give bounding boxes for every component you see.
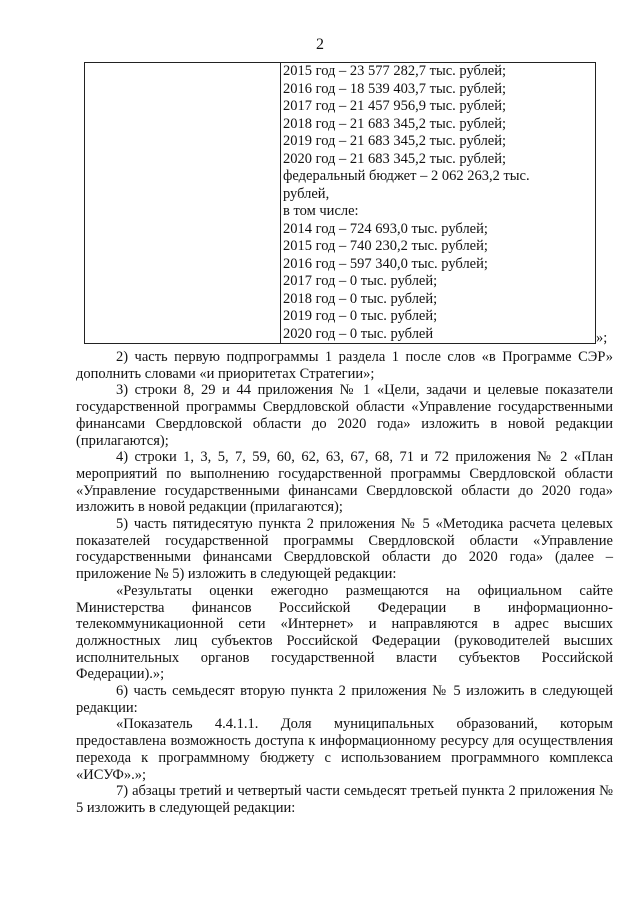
paragraph-item-5: 5) часть пятидесятую пункта 2 приложения № 5 «Методика расчета целевых показателей государственной программы Свердловской области «Управление государственными финансами Свердловской области до 2020 года» (далее – приложение № 5) изложить в следующей редакции: <box>76 516 613 583</box>
financing-line: 2014 год – 724 693,0 тыс. рублей; <box>283 220 488 237</box>
financing-line: 2017 год – 21 457 956,9 тыс. рублей; <box>283 98 507 114</box>
paragraph-item-3: 3) строки 8, 29 и 44 приложения № 1 «Цели, задачи и целевые показатели государственной программы Свердловской области «Управление государственными финансами Свердловской области до 2020 года» изложить в новой редакции (прилагаются); <box>76 382 613 449</box>
paragraph-item-7: 7) абзацы третий и четвертый части семьдесят третьей пункта 2 приложения № 5 изложить в следующей редакции: <box>76 783 613 816</box>
page-number: 2 <box>316 36 324 53</box>
quoted-text: «Показатель 4.4.1.1. Доля муниципальных образований, которым предоставлена возможность доступа к информационному ресурсу для осуществления перехода к программному бюджету с использованием программного комплекса «ИСУФ».»; <box>76 716 613 783</box>
financing-line: 2020 год – 21 683 345,2 тыс. рублей; <box>283 150 507 167</box>
financing-line: 2018 год – 21 683 345,2 тыс. рублей; <box>283 115 507 132</box>
document-body <box>76 349 613 817</box>
financing-table <box>84 62 596 344</box>
quoted-text: «Результаты оценки ежегодно размещаются на официальном сайте Министерства финансов Российской Федерации в информационно-телекоммуникационной сети «Интернет» и направляются в адрес высших должностных лиц субъектов Российской Федерации (руководителей высших исполнительных органов государственной власти субъектов Российской Федерации).»; <box>76 582 613 683</box>
table-closing-quote: »; <box>596 330 608 346</box>
financing-line: 2016 год – 18 539 403,7 тыс. рублей; <box>283 80 507 97</box>
paragraph-item-4: 4) строки 1, 3, 5, 7, 59, 60, 62, 63, 67, 68, 71 и 72 приложения № 2 «План мероприятий по выполнению государственной программы Свердловской области «Управление государственными финансами Свердловской области до 2020 года» изложить в новой редакции (прилагаются); <box>76 449 613 516</box>
financing-line: федеральный бюджет – 2 062 263,2 тыс. рублей, <box>283 168 530 202</box>
financing-line: 2019 год – 21 683 345,2 тыс. рублей; <box>283 133 507 149</box>
table-label-cell <box>85 63 281 343</box>
financing-line: 2015 год – 23 577 282,7 тыс. рублей; <box>283 63 507 79</box>
financing-line: в том числе: <box>283 203 359 219</box>
financing-line: 2019 год – 0 тыс. рублей; <box>283 308 438 324</box>
financing-line: 2017 год – 0 тыс. рублей; <box>283 273 438 289</box>
financing-line: 2020 год – 0 тыс. рублей <box>283 325 434 342</box>
financing-line: 2016 год – 597 340,0 тыс. рублей; <box>283 255 488 272</box>
paragraph-item-6: 6) часть семьдесят вторую пункта 2 приложения № 5 изложить в следующей редакции: <box>76 683 613 716</box>
financing-line: 2015 год – 740 230,2 тыс. рублей; <box>283 238 488 254</box>
financing-line: 2018 год – 0 тыс. рублей; <box>283 290 438 307</box>
table-value-cell <box>283 63 595 343</box>
paragraph-item-2: 2) часть первую подпрограммы 1 раздела 1 после слов «в Программе СЭР» дополнить словами «и приоритетах Стратегии»; <box>76 349 613 382</box>
